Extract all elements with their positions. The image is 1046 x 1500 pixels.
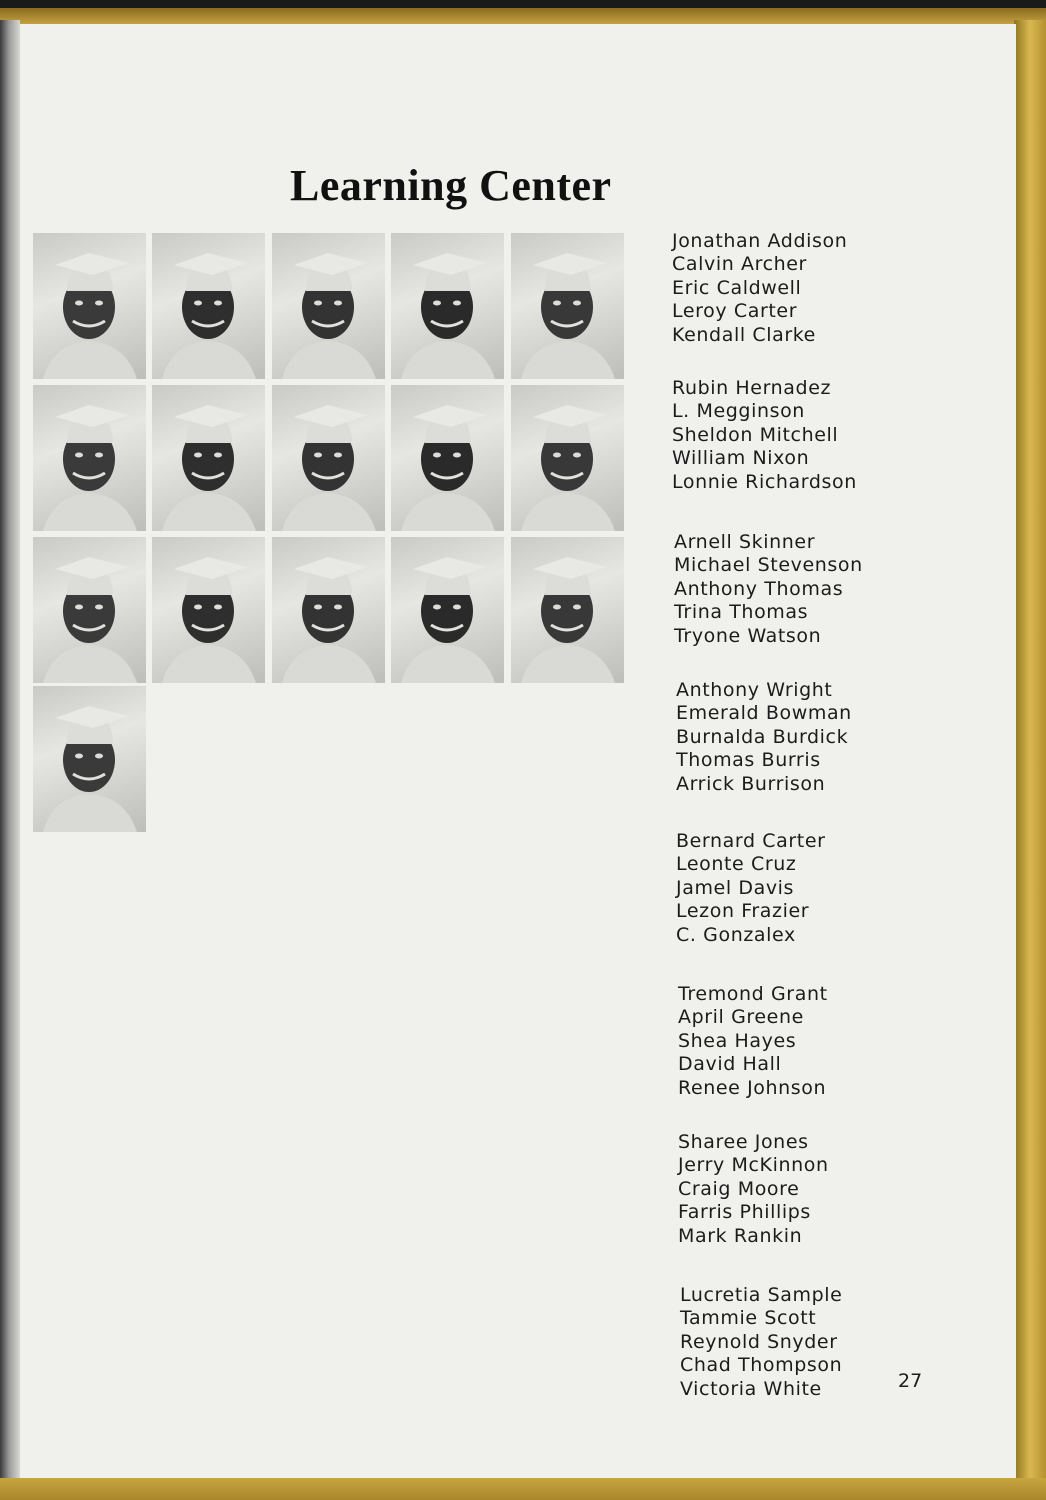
bottom-gold-border	[0, 1478, 1046, 1500]
student-portrait	[391, 233, 504, 379]
student-portrait	[391, 537, 504, 683]
student-name: Emerald Bowman	[676, 702, 852, 725]
student-name: Sheldon Mitchell	[672, 423, 839, 446]
student-name: Leonte Cruz	[676, 853, 797, 876]
student-name: L. Megginson	[672, 400, 805, 423]
page-number: 27	[898, 1370, 923, 1392]
student-name: Thomas Burris	[676, 749, 821, 772]
student-name: Lezon Frazier	[676, 900, 810, 923]
student-name: William Nixon	[672, 447, 810, 470]
student-name: Tremond Grant	[678, 983, 828, 1005]
student-portrait	[511, 233, 624, 379]
name-group	[680, 1284, 842, 1401]
student-portrait	[272, 233, 385, 379]
student-portrait	[511, 385, 624, 531]
student-name: Arrick Burrison	[676, 772, 826, 795]
student-name: Michael Stevenson	[674, 554, 863, 577]
student-name: Chad Thompson	[680, 1354, 843, 1377]
student-portrait	[152, 537, 265, 683]
student-name: Victoria White	[680, 1377, 822, 1400]
student-portrait	[272, 537, 385, 683]
book-spine	[0, 20, 20, 1500]
student-name: Sharee Jones	[678, 1131, 809, 1153]
student-portrait	[33, 385, 146, 531]
student-name: Farris Phillips	[678, 1201, 811, 1224]
name-group	[672, 377, 857, 494]
student-name: C. Gonzalex	[676, 923, 796, 946]
student-name: Anthony Wright	[676, 679, 833, 701]
student-portrait	[511, 537, 624, 683]
student-portrait	[33, 233, 146, 379]
student-name: Rubin Hernadez	[672, 377, 832, 399]
student-name: Anthony Thomas	[674, 577, 844, 600]
name-group	[678, 983, 828, 1100]
student-name: Leroy Carter	[672, 300, 798, 323]
student-portrait	[33, 686, 146, 832]
student-name: Tammie Scott	[680, 1307, 817, 1330]
name-group	[672, 230, 847, 347]
student-name: Arnell Skinner	[674, 531, 816, 553]
student-name: Burnalda Burdick	[676, 725, 849, 748]
name-group	[674, 531, 863, 648]
student-name: Lonnie Richardson	[672, 470, 857, 493]
student-portrait	[152, 233, 265, 379]
student-name: Mark Rankin	[678, 1224, 803, 1247]
student-name: Tryone Watson	[674, 624, 822, 647]
student-name: Kendall Clarke	[672, 323, 816, 346]
student-portrait	[391, 385, 504, 531]
right-gold-border	[1014, 20, 1046, 1500]
student-name: Shea Hayes	[678, 1029, 797, 1052]
student-name: Trina Thomas	[674, 601, 809, 624]
student-name: David Hall	[678, 1053, 782, 1076]
student-name: Calvin Archer	[672, 253, 807, 276]
page-title: Learning Center	[290, 161, 612, 210]
student-name: Reynold Snyder	[680, 1330, 838, 1353]
student-name: Renee Johnson	[678, 1076, 827, 1099]
name-group	[676, 679, 852, 796]
student-portrait	[152, 385, 265, 531]
student-name: Lucretia Sample	[680, 1284, 843, 1306]
student-name: Jonathan Addison	[672, 230, 848, 252]
student-name: Jamel Davis	[676, 876, 795, 899]
student-name: Jerry McKinnon	[678, 1154, 829, 1177]
student-portrait	[33, 537, 146, 683]
student-portrait	[272, 385, 385, 531]
student-name: Craig Moore	[678, 1177, 800, 1200]
student-name: April Greene	[678, 1006, 804, 1029]
student-name: Bernard Carter	[676, 830, 826, 852]
name-group	[678, 1131, 829, 1248]
name-group	[676, 830, 826, 947]
student-name: Eric Caldwell	[672, 276, 802, 299]
